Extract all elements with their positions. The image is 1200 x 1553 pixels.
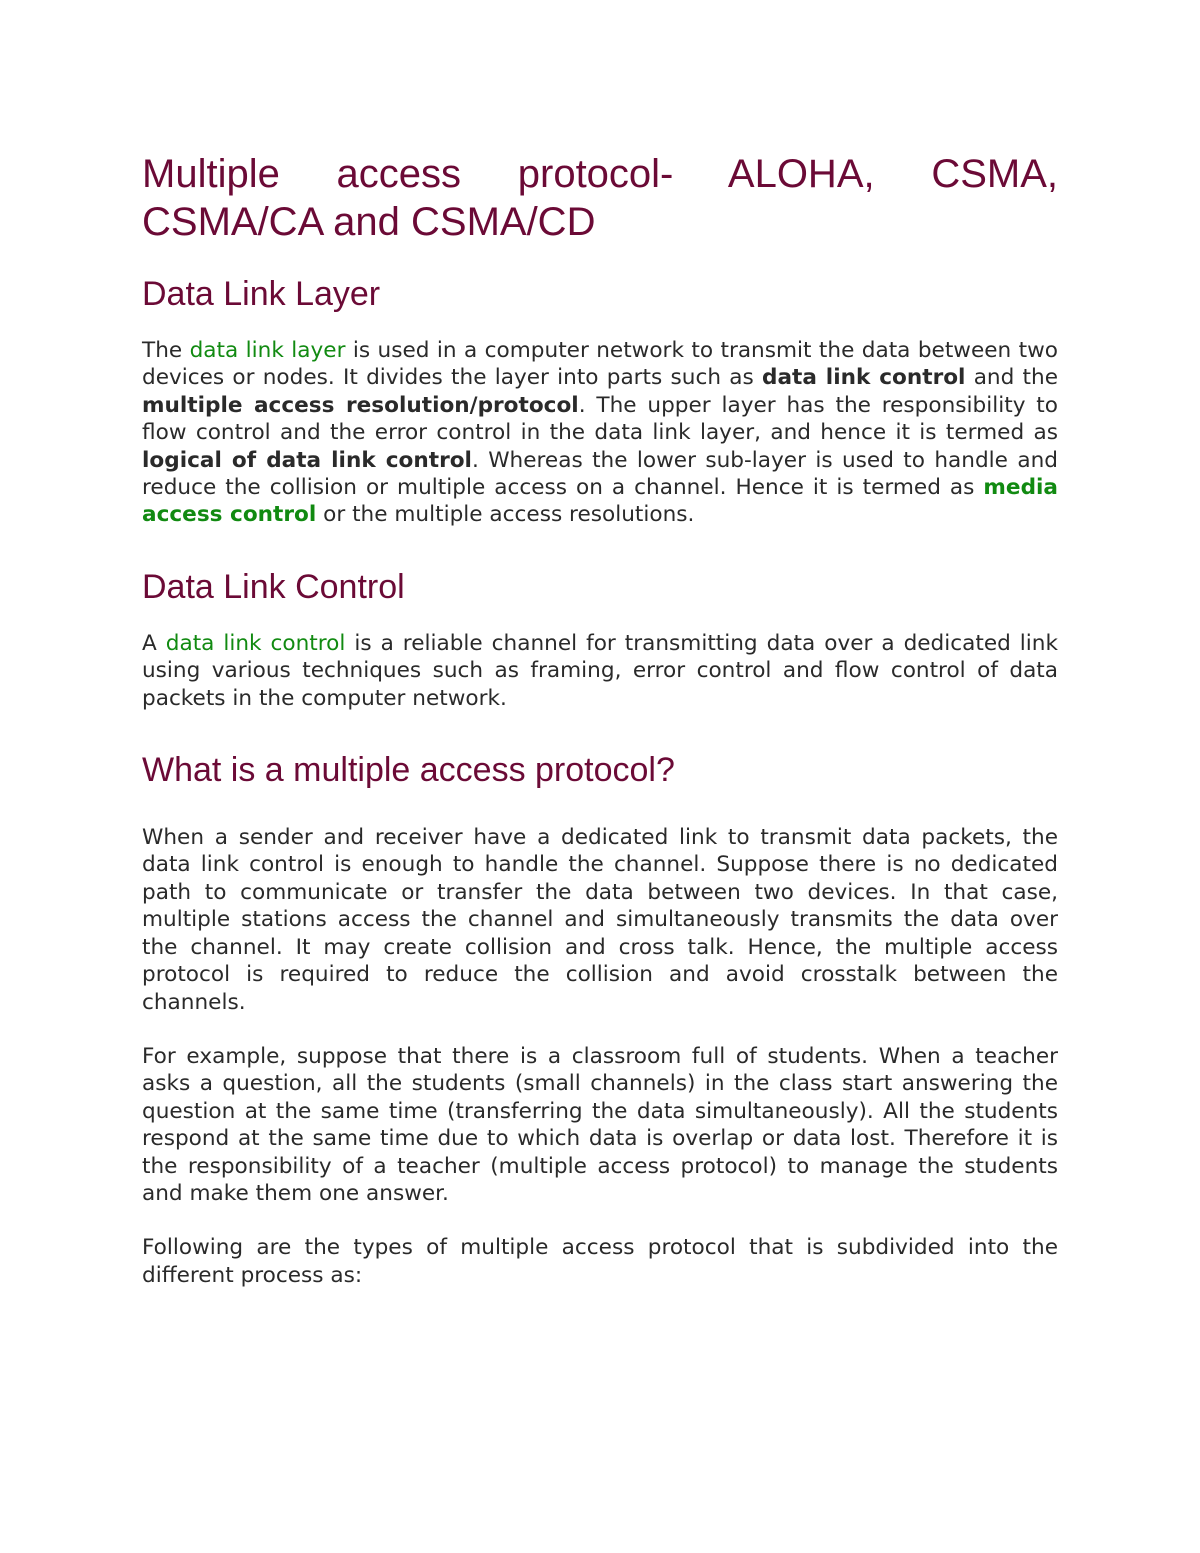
- heading-data-link-layer: Data Link Layer: [142, 275, 381, 313]
- paragraph-data-link-layer: [142, 337, 1058, 529]
- paragraph-multiple-access-intro: When a sender and receiver have a dedicated link to transmit data packets, the data link control is enough to handle the channel. Suppose there is no dedicated path to communicate or transfer the data between two devices. In that case, multiple stations access the channel and simultaneously transmits the data over the channel. It may create collision and cross talk. Hence, the multiple access protocol is required to reduce the collision and avoid crosstalk between the channels.: [142, 825, 1058, 1015]
- text-span: . The upper layer has the responsibility to flow control and the error control in the data link layer, and hence it is termed as: [142, 392, 1058, 446]
- document-title: Multiple access protocol- ALOHA, CSMA, CSMA/CA and CSMA/CD: [142, 152, 1058, 244]
- paragraph-data-link-control: [142, 630, 1058, 712]
- document-page: [142, 150, 1058, 1289]
- link-media-access-control[interactable]: media access control: [142, 475, 1058, 528]
- text-span: or the multiple access resolutions.: [316, 502, 695, 528]
- bold-multiple-access-resolution: multiple access resolution/protocol: [142, 392, 579, 418]
- text-span: is used in a computer network to transmit the data between two devices or nodes. It divides the layer into parts such as: [142, 338, 1058, 391]
- heading-multiple-access-protocol: What is a multiple access protocol?: [142, 751, 675, 790]
- text-span: . Whereas the lower sub-layer is used to handle and reduce the collision or multiple access on a channel. Hence it is termed as: [142, 447, 1058, 501]
- text-span: A: [142, 630, 166, 656]
- paragraph-classroom-example: For example, suppose that there is a classroom full of students. When a teacher asks a question, all the students (small channels) in the class start answering the question at the same time (transferring the data simultaneously). All the students respond at the same time due to which data is overlap or data lost. Therefore it is the responsibility of a teacher (multiple access protocol) to manage the students and make them one answer.: [142, 1043, 1058, 1206]
- text-span: and the: [965, 365, 1058, 391]
- bold-logical-data-link-control: logical of data link control: [142, 447, 472, 473]
- paragraph-types-intro: Following are the types of multiple access protocol that is subdivided into the different process as:: [142, 1235, 1058, 1288]
- heading-data-link-control: Data Link Control: [142, 567, 405, 606]
- link-data-link-layer[interactable]: data link layer: [189, 338, 346, 363]
- text-span: is a reliable channel for transmitting data over a dedicated link using various techniques such as framing, error control and flow control of data packets in the computer network.: [142, 630, 1058, 711]
- bold-data-link-control: data link control: [761, 365, 966, 391]
- text-span: The: [142, 338, 190, 363]
- link-data-link-control[interactable]: data link control: [165, 630, 346, 656]
